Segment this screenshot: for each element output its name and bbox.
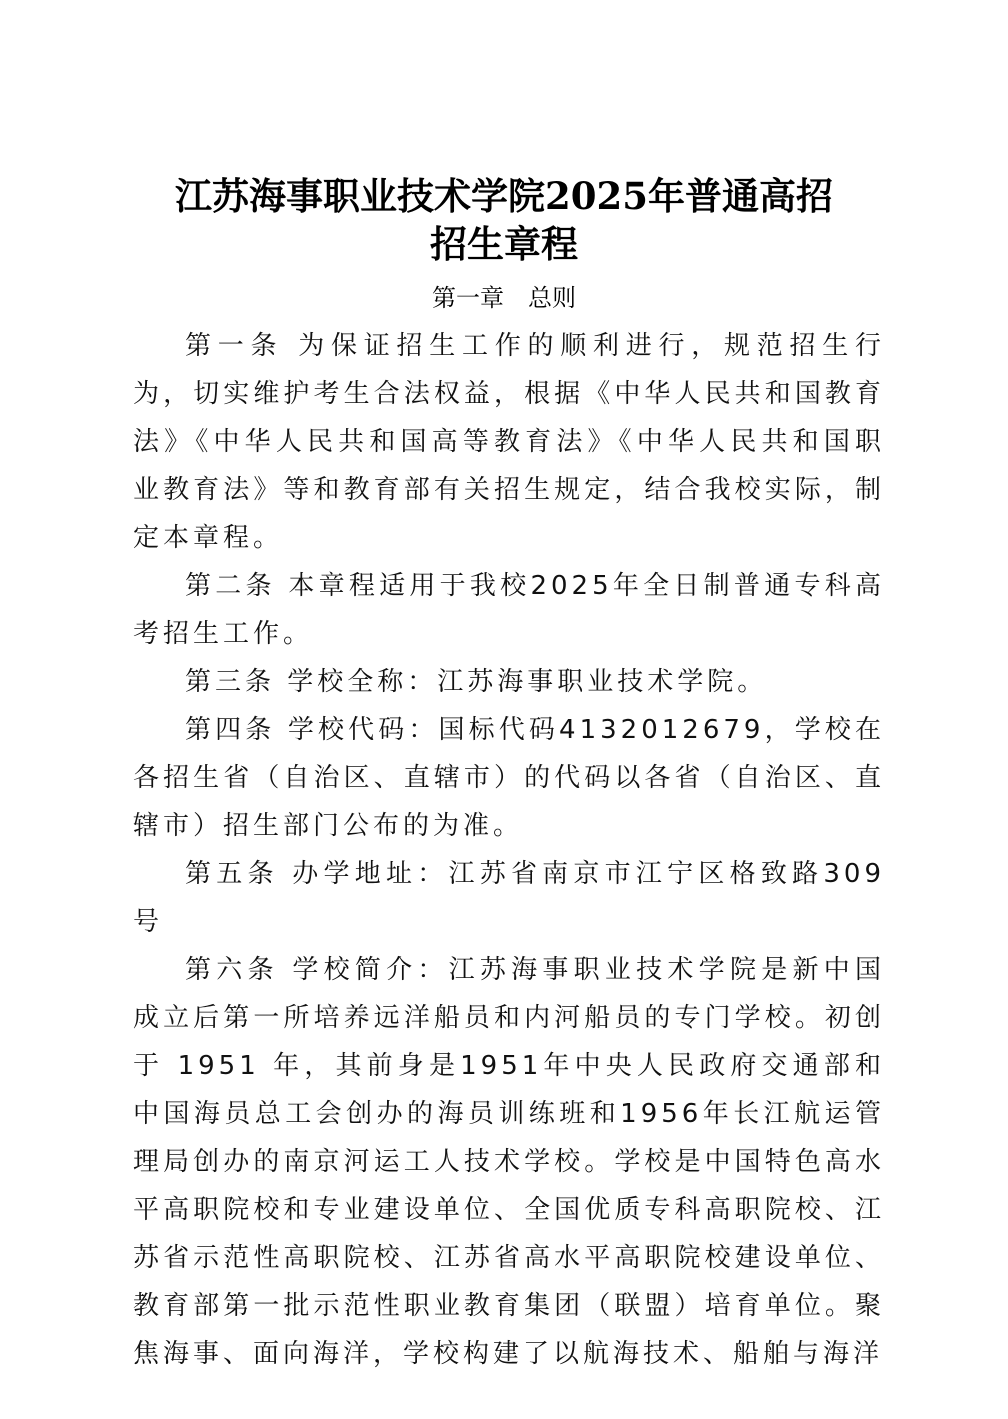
article-6 (133, 946, 885, 1378)
article-3 (133, 658, 885, 706)
article-4 (133, 706, 885, 850)
article-label: 第五条 (185, 859, 279, 889)
article-label: 第四条 (185, 715, 276, 745)
document-title (0, 172, 1008, 268)
article-text: 学校简介：江苏海事职业技术学院是新中国成立后第一所培养远洋船员和内河船员的专门学校。初创于 1951 年，其前身是1951年中央人民政府交通部和中国海员总工会创办的海员训练班和1956年长江航运管理局创办的南京河运工人技术学校。学校是中国特色高水平高职院校和专业建设单位、全国优质专科高职院校、江苏省示范性高职院校、江苏省高水平高职院校建设单位、教育部第一批示范性职业教育集团（联盟）培育单位。聚焦海事、面向海洋，学校构建了以航海技术、船舶与海洋 (133, 955, 885, 1369)
title-line-1: 江苏海事职业技术学院2025年普通高招 (175, 174, 833, 218)
article-text: 学校代码：国标代码4132012679，学校在各招生省（自治区、直辖市）的代码以各省（自治区、直辖市）招生部门公布的为准。 (133, 715, 885, 841)
article-text: 为保证招生工作的顺利进行，规范招生行为，切实维护考生合法权益，根据《中华人民共和国教育法》《中华人民共和国高等教育法》《中华人民共和国职业教育法》等和教育部有关招生规定，结合我校实际，制定本章程。 (133, 331, 885, 553)
article-text: 本章程适用于我校2025年全日制普通专科高考招生工作。 (133, 571, 885, 649)
article-label: 第二条 (185, 571, 276, 601)
article-label: 第一条 (185, 331, 284, 361)
title-line-2: 招生章程 (430, 222, 578, 266)
article-1 (133, 322, 885, 562)
article-text: 办学地址：江苏省南京市江宁区格致路309号 (133, 859, 885, 937)
article-5 (133, 850, 885, 946)
article-label: 第六条 (185, 955, 279, 985)
article-label: 第三条 (185, 667, 276, 697)
article-2 (133, 562, 885, 658)
chapter-heading: 第一章 总则 (432, 284, 576, 312)
document-body (133, 322, 885, 1378)
article-text: 学校全称：江苏海事职业技术学院。 (287, 667, 768, 697)
